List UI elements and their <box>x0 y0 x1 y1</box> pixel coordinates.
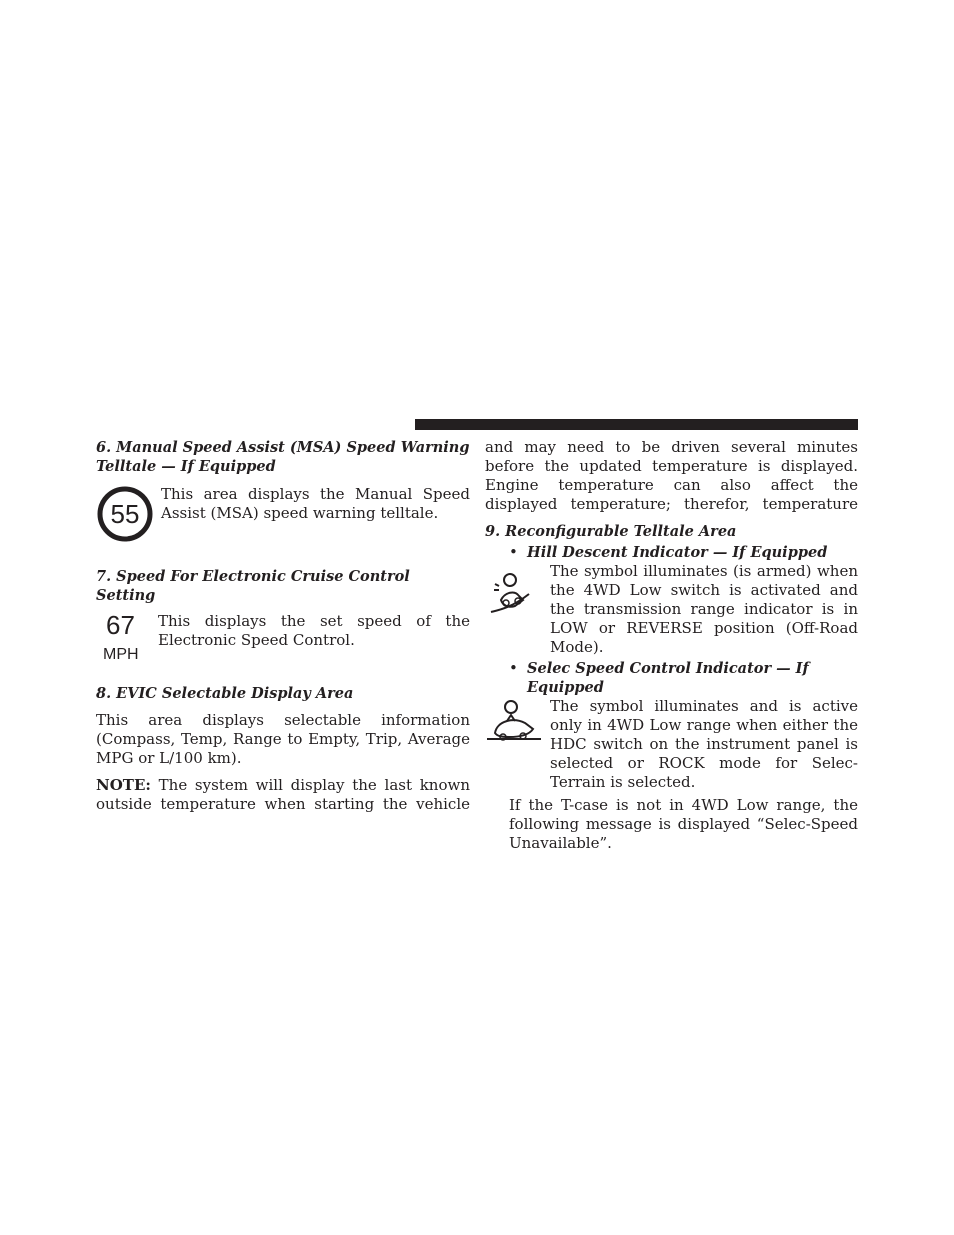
bullet-selec-speed <box>509 659 858 697</box>
note-paragraph-part-1 <box>96 776 470 814</box>
section-7-text: This displays the set speed of the Electronic Speed Control. <box>158 612 470 649</box>
speed-limit-value: 55 <box>110 499 140 529</box>
hill-descent-text: The symbol illuminates (is armed) when the 4WD Low switch is activated and the transmission range indicator is in LOW or REVERSE position (Off-Road Mode). <box>550 562 858 656</box>
selec-speed-body <box>485 697 858 792</box>
header-rule <box>415 419 858 430</box>
set-speed-unit: MPH <box>103 646 139 663</box>
set-speed-67-mph-icon <box>96 612 158 672</box>
section-9-footer: If the T-case is not in 4WD Low range, the following message is displayed “Selec-Speed Unavailable”. <box>509 796 858 852</box>
bullet-dot: • <box>509 543 518 561</box>
bullet-selec-speed-title: Selec Speed Control Indicator — If Equipped <box>527 660 809 696</box>
bullet-dot: • <box>509 659 518 677</box>
bullet-hill-descent <box>509 543 858 562</box>
left-column <box>96 438 470 814</box>
section-6-text: This area displays the Manual Speed Assist (MSA) speed warning telltale. <box>161 485 470 522</box>
set-speed-value: 67 <box>106 610 135 640</box>
section-7-body <box>96 612 470 672</box>
note-continuation-clip <box>485 438 858 514</box>
section-8-text: This area displays selectable information (Compass, Temp, Range to Empty, Trip, Average MPG or L/100 km). <box>96 711 470 767</box>
section-7-heading: 7. Speed For Electronic Cruise Control Setting <box>96 568 410 604</box>
hill-descent-body <box>485 562 858 657</box>
section-8-heading: 8. EVIC Selectable Display Area <box>96 685 354 702</box>
bullet-hill-descent-title: Hill Descent Indicator — If Equipped <box>527 544 828 561</box>
right-column <box>485 438 858 853</box>
note-text: The system will display the last known outside temperature when starting the vehicle <box>96 776 470 813</box>
speed-limit-55-icon <box>96 485 161 548</box>
selec-speed-text: The symbol illuminates and is active only in 4WD Low range when either the HDC switch on the instrument panel is selected or ROCK mode for Selec-Terrain is selected. <box>550 697 858 791</box>
note-text-continued: and may need to be driven several minutes before the updated temperature is displayed. Engine temperature can also affect the displayed temperature; therefor, temperature <box>485 438 858 513</box>
hill-descent-icon <box>485 562 550 621</box>
note-label: NOTE: <box>96 776 151 794</box>
note-paragraph-part-2 <box>485 438 858 514</box>
selec-speed-control-icon <box>485 697 550 752</box>
section-6-heading: 6. Manual Speed Assist (MSA) Speed Warning Telltale — If Equipped <box>96 439 470 475</box>
section-6-body <box>96 485 470 548</box>
section-9-heading: 9. Reconfigurable Telltale Area <box>485 523 737 540</box>
